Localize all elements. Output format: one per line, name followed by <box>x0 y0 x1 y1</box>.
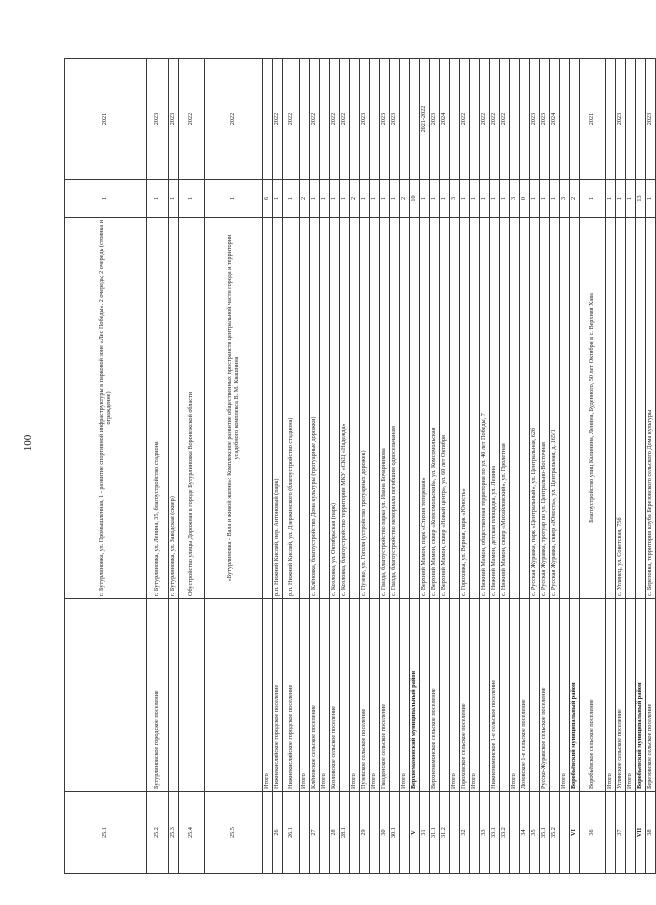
year-cell <box>370 59 380 180</box>
object-description-cell <box>410 218 420 599</box>
municipality-cell: Нижнекисляйское городское поселение <box>283 599 300 792</box>
object-count-cell: 1 <box>606 180 616 218</box>
object-count-cell: 1 <box>626 180 636 218</box>
object-description-cell <box>400 218 410 599</box>
row-number-cell: 33.1 <box>490 792 500 874</box>
row-number-cell <box>350 792 360 874</box>
year-cell <box>300 59 310 180</box>
object-description-cell <box>626 218 636 599</box>
object-description-cell: с. Березовка, территория клуба Березовского сельского Дома культуры <box>646 218 656 599</box>
year-cell <box>320 59 330 180</box>
municipality-cell: Итого <box>370 599 380 792</box>
year-cell: 2023 <box>646 59 656 180</box>
table-row <box>646 59 656 874</box>
municipality-cell: Итого <box>320 599 330 792</box>
row-number-cell: 36 <box>580 792 606 874</box>
year-cell: 2022 <box>310 59 320 180</box>
table-row <box>350 59 360 874</box>
municipality-cell: Нижнекисляйское городское поселение <box>273 599 283 792</box>
year-cell <box>560 59 570 180</box>
object-description-cell <box>263 218 273 599</box>
municipality-cell <box>390 599 400 792</box>
object-count-cell: 3 <box>510 180 520 218</box>
municipality-cell <box>179 599 205 792</box>
object-description-cell: с. Русская Журавка, тротуар по ул. Центрально-Восточная <box>540 218 550 599</box>
municipality-cell: Воробьевский муниципальный район <box>636 599 646 792</box>
table-row <box>320 59 330 874</box>
year-cell: 2024 <box>440 59 450 180</box>
year-cell <box>520 59 530 180</box>
table-row <box>606 59 616 874</box>
municipality-cell: Итого <box>263 599 273 792</box>
object-description-cell: г. Бутурлиновка, ул. Заводская (сквер) <box>169 218 179 599</box>
municipality-cell <box>480 599 490 792</box>
row-number-cell: 31 <box>420 792 430 874</box>
municipality-cell: Итого <box>606 599 616 792</box>
table-row <box>273 59 283 874</box>
object-count-cell: 2 <box>570 180 580 218</box>
object-count-cell: 1 <box>616 180 626 218</box>
row-number-cell: VII <box>636 792 646 874</box>
year-cell: 2022 <box>490 59 500 180</box>
object-count-cell: 1 <box>580 180 606 218</box>
object-count-cell: 1 <box>65 180 147 218</box>
year-cell: 2022 <box>340 59 350 180</box>
object-description-cell: г. Бутурлиновка, ул. Ленина, 35, благоустройство стадиона <box>147 218 169 599</box>
object-description-cell <box>570 218 580 599</box>
year-cell <box>636 59 646 180</box>
table-row <box>550 59 560 874</box>
row-number-cell: 28 <box>330 792 340 874</box>
object-description-cell: с. Гвазда, благоустройство мемориала погибшим односельчанам <box>390 218 400 599</box>
year-cell: 2022 <box>460 59 470 180</box>
table-row <box>520 59 530 874</box>
row-number-cell <box>450 792 460 874</box>
object-description-cell <box>520 218 530 599</box>
object-description-cell: с. Клёновка, благоустройство Дома культуры (тротуарные дорожки) <box>310 218 320 599</box>
year-cell: 2023 <box>147 59 169 180</box>
row-number-cell: 27 <box>310 792 320 874</box>
year-cell <box>450 59 460 180</box>
object-count-cell: 2 <box>300 180 310 218</box>
municipality-cell: Итого <box>626 599 636 792</box>
object-description-cell: с. Нижний Мамон, детская площадка, ул. Ленина <box>490 218 500 599</box>
object-description-cell: «Бутурлиновка - Вала и живой жизни»: Комплексное развитие общественных пространств центральной части города и территории усадебного комплекса В. М. Квашнина <box>205 218 263 599</box>
year-cell <box>510 59 520 180</box>
object-description-cell: с. Русская Журавка, парк «Центральный», ул. Центральная, 62б <box>530 218 540 599</box>
table-row <box>179 59 205 874</box>
object-count-cell: 10 <box>410 180 420 218</box>
row-number-cell: 38 <box>646 792 656 874</box>
row-number-cell <box>560 792 570 874</box>
row-number-cell: 35.1 <box>540 792 550 874</box>
municipality-cell: Бутурлиновское городское поселение <box>147 599 169 792</box>
municipality-cell <box>550 599 560 792</box>
object-count-cell: 1 <box>500 180 510 218</box>
year-cell <box>606 59 616 180</box>
year-cell: 2022 <box>500 59 510 180</box>
row-number-cell: 31.1 <box>430 792 440 874</box>
row-number-cell: 26 <box>273 792 283 874</box>
table-row <box>360 59 370 874</box>
object-count-cell: 1 <box>360 180 370 218</box>
row-number-cell: 30.1 <box>390 792 400 874</box>
year-cell <box>470 59 480 180</box>
municipality-cell: Итого <box>510 599 520 792</box>
object-count-cell: 1 <box>550 180 560 218</box>
row-number-cell: 25.1 <box>65 792 147 874</box>
year-cell: 2022 <box>480 59 490 180</box>
municipality-cell <box>65 599 147 792</box>
object-count-cell: 0 <box>520 180 530 218</box>
year-cell: 2021 <box>580 59 606 180</box>
row-number-cell: 28.1 <box>340 792 350 874</box>
object-description-cell: г. Бутурлиновка, ул. Промышленная, 1 - развитие спортивной инфраструктуры в парковой зоне «Лес Победы». 2 очередь; 2 очередь (стоянка и ограждение) <box>65 218 147 599</box>
row-number-cell <box>470 792 480 874</box>
year-cell: 2023 <box>169 59 179 180</box>
year-cell: 2023 <box>616 59 626 180</box>
document-table-rotated <box>64 59 654 874</box>
municipality-cell: Воробьёвский муниципальный район <box>570 599 580 792</box>
row-number-cell: 25.3 <box>169 792 179 874</box>
municipality-cell: Верхнемамонский муниципальный район <box>410 599 420 792</box>
object-count-cell: 1 <box>440 180 450 218</box>
object-count-cell: 1 <box>273 180 283 218</box>
year-cell: 2023 <box>530 59 540 180</box>
object-count-cell: 3 <box>450 180 460 218</box>
municipality-cell: Воробьёвское сельское поселение <box>580 599 606 792</box>
table-row <box>510 59 520 874</box>
object-count-cell: 1 <box>646 180 656 218</box>
object-count-cell: 1 <box>380 180 390 218</box>
table-row <box>205 59 263 874</box>
object-description-cell: р.п. Нижний Кисляй, ул. Дзержинского (благоустройство стадиона) <box>283 218 300 599</box>
object-count-cell: 1 <box>330 180 340 218</box>
object-description-cell: с. Верхний Мамон, сквер «Новый центр», ул. 60 лет Октября <box>440 218 450 599</box>
year-cell <box>400 59 410 180</box>
table-row <box>283 59 300 874</box>
object-description-cell: с. Козловка, благоустройство территории МКУ «СКЦ «Надежда» <box>340 218 350 599</box>
object-count-cell: 1 <box>147 180 169 218</box>
object-description-cell: с. Русская Журавка, сквер «Юность», ул. Центральная, д. 165/1 <box>550 218 560 599</box>
object-description-cell: Благоустройство улиц Калинина, Ленина, Буденного, 50 лет Октября в с. Верхняя Хава <box>580 218 606 599</box>
object-description-cell <box>470 218 480 599</box>
row-number-cell: 35 <box>530 792 540 874</box>
municipality-cell: Русско-Журавское сельское поселение <box>540 599 550 792</box>
year-cell: 2022 <box>330 59 340 180</box>
municipality-cell: Верхнемамонское сельское поселение <box>430 599 440 792</box>
object-count-cell: 2 <box>350 180 360 218</box>
object-description-cell: с. Нижний Мамон, сквер «Михайловский», ул. Пролетная <box>500 218 510 599</box>
row-number-cell: 34 <box>520 792 530 874</box>
object-description-cell <box>300 218 310 599</box>
row-number-cell: 25.2 <box>147 792 169 874</box>
object-count-cell: 1 <box>530 180 540 218</box>
municipality-cell <box>440 599 450 792</box>
table-row <box>500 59 510 874</box>
object-count-cell: 13 <box>636 180 646 218</box>
object-count-cell: 1 <box>370 180 380 218</box>
table-row <box>580 59 606 874</box>
page-number: 100 <box>22 434 34 452</box>
row-number-cell: 25.4 <box>179 792 205 874</box>
table-row <box>400 59 410 874</box>
row-number-cell <box>263 792 273 874</box>
object-description-cell <box>350 218 360 599</box>
object-description-cell: с. Пузево, ул. Гоголя (устройство тротуарных дорожек) <box>360 218 370 599</box>
year-cell: 2021-2022 <box>420 59 430 180</box>
municipality-cell: Нижнемамонское 1-е сельское поселение <box>490 599 500 792</box>
municipality-cell: Березовское сельское поселение <box>646 599 656 792</box>
object-description-cell <box>510 218 520 599</box>
municipality-cell: Итого <box>560 599 570 792</box>
municipality-cell <box>205 599 263 792</box>
table-row <box>450 59 460 874</box>
object-count-cell: 1 <box>320 180 330 218</box>
object-count-cell: 1 <box>480 180 490 218</box>
object-count-cell: 1 <box>540 180 550 218</box>
row-number-cell: 35.2 <box>550 792 560 874</box>
table-row <box>420 59 430 874</box>
object-description-cell <box>450 218 460 599</box>
table-row <box>570 59 580 874</box>
municipality-cell: Углянское сельское поселение <box>616 599 626 792</box>
object-count-cell: 1 <box>470 180 480 218</box>
municipality-cell: Гвазденское сельское поселение <box>380 599 390 792</box>
table-row <box>440 59 450 874</box>
object-count-cell: 1 <box>283 180 300 218</box>
year-cell: 2023 <box>360 59 370 180</box>
row-number-cell <box>300 792 310 874</box>
municipality-cell: Гороховское сельское поселение <box>460 599 470 792</box>
municipality-cell: Козловское сельское поселение <box>330 599 340 792</box>
row-number-cell: 29 <box>360 792 370 874</box>
object-count-cell: 1 <box>169 180 179 218</box>
row-number-cell: 33 <box>480 792 490 874</box>
year-cell: 2024 <box>550 59 560 180</box>
row-number-cell: 32 <box>460 792 470 874</box>
object-count-cell: 6 <box>263 180 273 218</box>
object-description-cell: с. Нижний Мамон, общественная территория по ул. 40 лет Победы, 7 <box>480 218 490 599</box>
table-row <box>636 59 646 874</box>
table-row <box>480 59 490 874</box>
row-number-cell: 26.1 <box>283 792 300 874</box>
table-row <box>560 59 570 874</box>
table-row <box>147 59 169 874</box>
table-row <box>65 59 147 874</box>
year-cell <box>350 59 360 180</box>
year-cell <box>410 59 420 180</box>
table-row <box>370 59 380 874</box>
table-row <box>540 59 550 874</box>
improvement-objects-table <box>64 58 656 874</box>
object-count-cell: 1 <box>420 180 430 218</box>
table-row <box>626 59 636 874</box>
object-description-cell <box>370 218 380 599</box>
object-description-cell: Обустройство улицы Дорожная в городе Бутурлиновка Воронежской области <box>179 218 205 599</box>
row-number-cell <box>370 792 380 874</box>
table-row <box>340 59 350 874</box>
table-row <box>470 59 480 874</box>
municipality-cell: Лозовское 1-е сельское поселение <box>520 599 530 792</box>
year-cell: 2022 <box>273 59 283 180</box>
table-row <box>300 59 310 874</box>
object-count-cell: 1 <box>460 180 470 218</box>
municipality-cell: Клёновское сельское поселение <box>310 599 320 792</box>
year-cell: 2023 <box>390 59 400 180</box>
object-count-cell: 1 <box>430 180 440 218</box>
municipality-cell: Итого <box>300 599 310 792</box>
row-number-cell: V <box>410 792 420 874</box>
object-count-cell: 1 <box>390 180 400 218</box>
table-row <box>410 59 420 874</box>
table-row <box>390 59 400 874</box>
row-number-cell <box>320 792 330 874</box>
municipality-cell: Итого <box>400 599 410 792</box>
year-cell: 2023 <box>540 59 550 180</box>
municipality-cell <box>530 599 540 792</box>
object-description-cell: с. Верхний Мамон, сквер «Комсомольский», ул. Комсомольская <box>430 218 440 599</box>
table-row <box>616 59 626 874</box>
object-description-cell: р.п. Нижний Кисляй, пер. Антоновый (парк) <box>273 218 283 599</box>
row-number-cell: 31.2 <box>440 792 450 874</box>
object-count-cell: 1 <box>179 180 205 218</box>
object-description-cell <box>320 218 330 599</box>
table-row <box>310 59 320 874</box>
year-cell <box>263 59 273 180</box>
table-row <box>490 59 500 874</box>
municipality-cell <box>169 599 179 792</box>
object-description-cell <box>636 218 646 599</box>
object-description-cell: с. Верхний Мамон, парк «Стихия теперевая» <box>420 218 430 599</box>
row-number-cell <box>510 792 520 874</box>
year-cell <box>570 59 580 180</box>
object-description-cell: с. Углянец, ул. Советская, 75б <box>616 218 626 599</box>
object-count-cell: 1 <box>205 180 263 218</box>
municipality-cell <box>500 599 510 792</box>
object-count-cell: 1 <box>490 180 500 218</box>
object-description-cell: с. Козловка, ул. Октябрьская (парк) <box>330 218 340 599</box>
municipality-cell: Пузевское сельское поселение <box>360 599 370 792</box>
municipality-cell <box>420 599 430 792</box>
row-number-cell: 30 <box>380 792 390 874</box>
year-cell: 2022 <box>179 59 205 180</box>
object-description-cell: с. Гвазда, благоустройство парка ул. Ивана Бочарникова <box>380 218 390 599</box>
row-number-cell <box>606 792 616 874</box>
object-count-cell: 1 <box>310 180 320 218</box>
municipality-cell: Итого <box>470 599 480 792</box>
municipality-cell: Итого <box>450 599 460 792</box>
row-number-cell: VI <box>570 792 580 874</box>
year-cell: 2022 <box>283 59 300 180</box>
row-number-cell <box>626 792 636 874</box>
year-cell: 2023 <box>380 59 390 180</box>
object-description-cell <box>606 218 616 599</box>
row-number-cell <box>400 792 410 874</box>
table-row <box>530 59 540 874</box>
year-cell: 2023 <box>430 59 440 180</box>
object-description-cell: с. Гороховка, ул. Верная, парк «Юность» <box>460 218 470 599</box>
year-cell: 2022 <box>205 59 263 180</box>
table-row <box>169 59 179 874</box>
object-count-cell: 2 <box>400 180 410 218</box>
municipality-cell <box>340 599 350 792</box>
year-cell: 2021 <box>65 59 147 180</box>
row-number-cell: 33.2 <box>500 792 510 874</box>
row-number-cell: 25.5 <box>205 792 263 874</box>
year-cell <box>626 59 636 180</box>
table-row <box>460 59 470 874</box>
table-row <box>430 59 440 874</box>
row-number-cell: 37 <box>616 792 626 874</box>
object-count-cell: 3 <box>560 180 570 218</box>
table-row <box>263 59 273 874</box>
object-description-cell <box>560 218 570 599</box>
table-row <box>330 59 340 874</box>
municipality-cell: Итого <box>350 599 360 792</box>
object-count-cell: 1 <box>340 180 350 218</box>
table-row <box>380 59 390 874</box>
